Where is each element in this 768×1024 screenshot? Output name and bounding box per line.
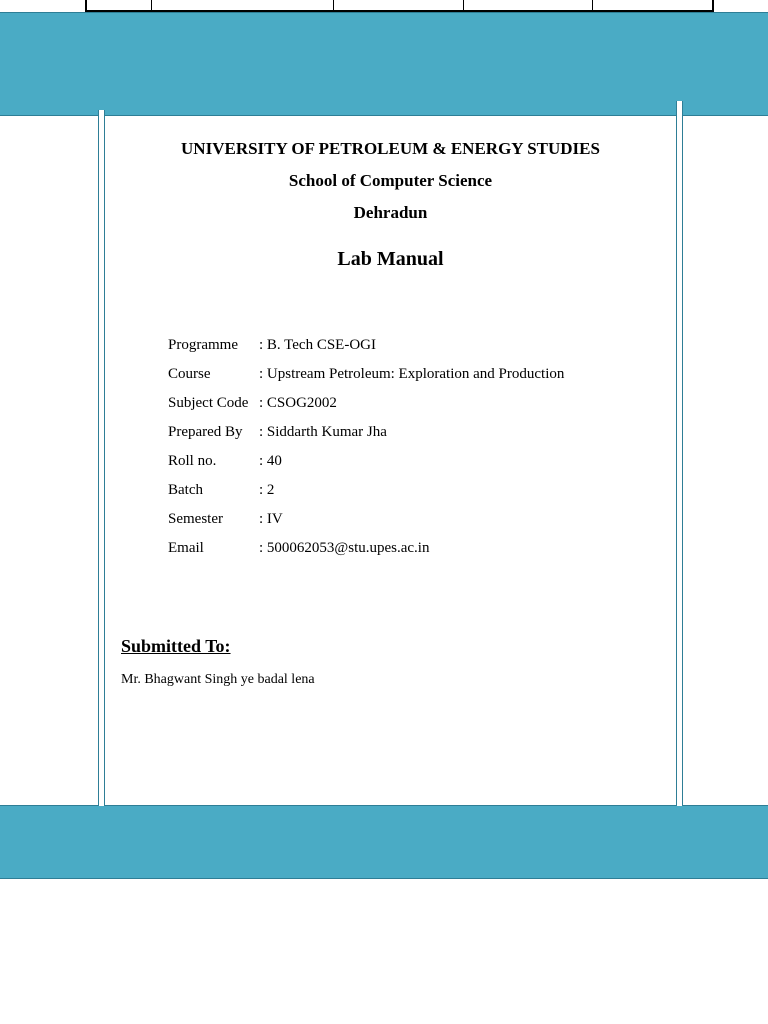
detail-label: Prepared By: [168, 424, 243, 440]
detail-label: Programme: [168, 337, 238, 353]
top-table-fragment: [85, 0, 714, 12]
detail-label: Subject Code: [168, 395, 249, 411]
detail-label: Email: [168, 540, 204, 556]
detail-value: : 2: [259, 482, 275, 498]
table-divider: [463, 0, 464, 12]
top-decorative-band: [0, 12, 768, 116]
detail-value: : 500062053@stu.upes.ac.in: [259, 540, 430, 556]
document-title: Lab Manual: [337, 248, 444, 270]
detail-value: : CSOG2002: [259, 395, 337, 411]
detail-label: Roll no.: [168, 453, 217, 469]
table-divider: [151, 0, 152, 12]
right-border-pillar: [676, 101, 683, 806]
detail-value: : Siddarth Kumar Jha: [259, 424, 387, 440]
submitted-to-name: Mr. Bhagwant Singh ye badal lena: [121, 672, 315, 687]
detail-value: : 40: [259, 453, 282, 469]
table-divider: [592, 0, 593, 12]
detail-value: : B. Tech CSE-OGI: [259, 337, 376, 353]
detail-value: : IV: [259, 511, 283, 527]
detail-value: : Upstream Petroleum: Exploration and Production: [259, 366, 565, 382]
university-name: UNIVERSITY OF PETROLEUM & ENERGY STUDIES: [181, 139, 600, 158]
school-name: School of Computer Science: [288, 171, 493, 190]
table-divider: [333, 0, 334, 12]
city-name: Dehradun: [353, 203, 428, 222]
detail-label: Course: [168, 366, 211, 382]
bottom-decorative-band: [0, 805, 768, 879]
submitted-to-heading: Submitted To:: [121, 636, 231, 656]
detail-label: Batch: [168, 482, 203, 498]
left-border-pillar: [98, 110, 105, 806]
detail-label: Semester: [168, 511, 223, 527]
